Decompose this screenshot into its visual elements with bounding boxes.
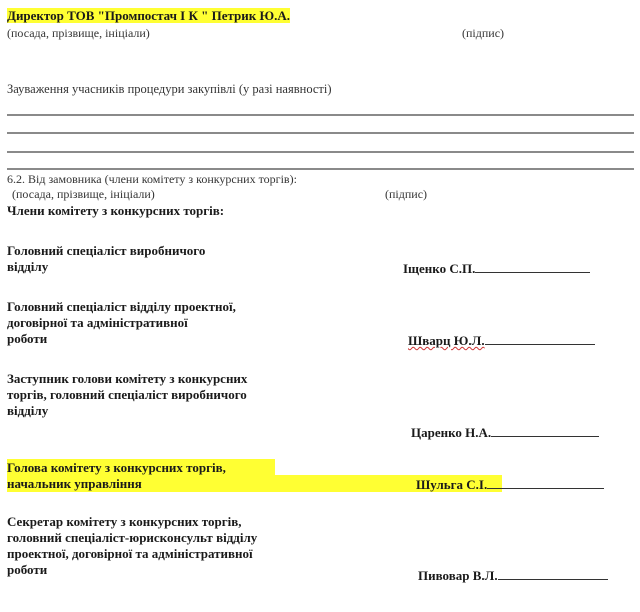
signatory-role <box>7 371 247 419</box>
role-line: відділу <box>7 259 49 274</box>
signatory-name-row <box>403 261 590 276</box>
remarks-blank-line <box>7 151 634 153</box>
signature-caption: (підпис) <box>462 26 505 40</box>
signature-line[interactable] <box>487 487 604 489</box>
role-line: відділу <box>7 403 49 418</box>
signature-line[interactable] <box>491 435 599 437</box>
role-line: Заступник голови комітету з конкурсних <box>7 371 248 386</box>
role-line: проектної, договірної та адміністративної <box>7 546 253 561</box>
role-line: Головний спеціаліст відділу проектної, <box>7 299 236 314</box>
role-line: роботи <box>7 562 48 577</box>
signatory-role <box>7 299 236 347</box>
signature-line[interactable] <box>498 578 608 580</box>
signatory-role <box>7 243 205 275</box>
role-line: Секретар комітету з конкурсних торгів, <box>7 514 242 529</box>
role-line: головний спеціаліст-юрисконсульт відділу <box>7 530 258 545</box>
signatory-name: Іщенко С.П. <box>403 261 476 276</box>
customer-section-heading: 6.2. Від замовника (члени комітету з конкурсних торгів): <box>7 172 297 186</box>
signatory-role <box>7 514 257 578</box>
role-line: начальник управління <box>7 476 142 491</box>
position-caption: (посада, прізвище, ініціали) <box>7 26 150 40</box>
customer-position-caption: (посада, прізвище, ініціали) <box>12 187 155 201</box>
role-line: договірної та адміністративної <box>7 315 188 330</box>
signature-line[interactable] <box>485 343 595 345</box>
signature-line[interactable] <box>475 271 590 273</box>
role-line: роботи <box>7 331 48 346</box>
signatory-name: Шварц Ю.Л. <box>408 333 485 348</box>
members-heading: Члени комітету з конкурсних торгів: <box>7 203 225 218</box>
signatory-name: Пивовар В.Л. <box>418 568 498 583</box>
signatory-role <box>7 460 226 492</box>
customer-signature-caption: (підпис) <box>385 187 428 201</box>
remarks-blank-line <box>7 168 634 170</box>
role-line: Голова комітету з конкурсних торгів, <box>7 460 226 475</box>
signatory-name: Царенко Н.А. <box>411 425 492 440</box>
signatory-name: Шульга С.І. <box>416 477 488 492</box>
signatory-name-row <box>416 477 604 492</box>
remarks-blank-line <box>7 114 634 116</box>
director-line: Директор ТОВ "Промпостач І К " Петрик Ю.А. <box>7 8 291 23</box>
signatory-name-row <box>408 333 595 348</box>
role-line: торгів, головний спеціаліст виробничого <box>7 387 247 402</box>
role-line: Головний спеціаліст виробничого <box>7 243 206 258</box>
remarks-blank-line <box>7 132 634 134</box>
remarks-label: Зауваження учасників процедури закупівлі (у разі наявності) <box>7 82 332 96</box>
signatory-name-row <box>411 425 599 440</box>
signatory-name-row <box>418 568 608 583</box>
